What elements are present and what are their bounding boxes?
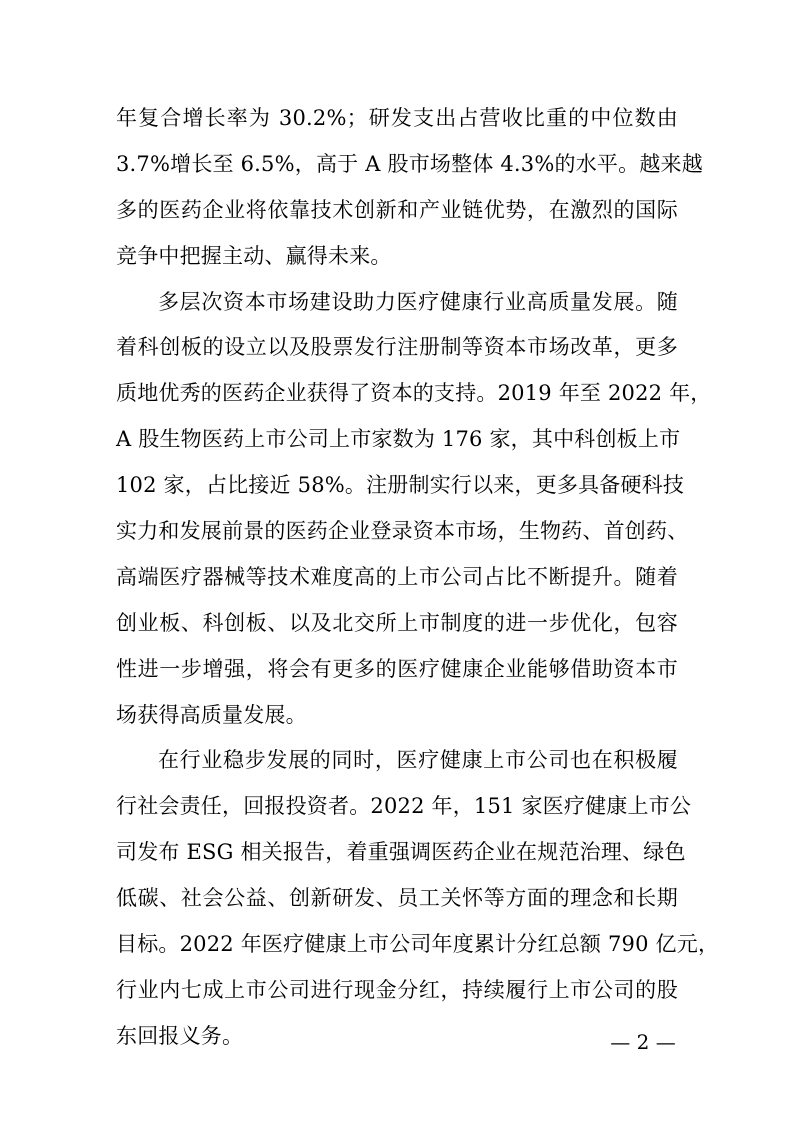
page-number: — 2 —: [610, 1030, 676, 1054]
text-line: 年复合增长率为 30.2%；研发支出占营收比重的中位数由: [116, 106, 678, 130]
text-line: 司发布 ESG 相关报告，着重强调医药企业在规范治理、绿色: [116, 840, 686, 865]
text-line: 实力和发展前景的医药企业登录资本市场，生物药、首创药、: [116, 519, 689, 544]
text-line: 行业内七成上市公司进行现金分红，持续履行上市公司的股: [116, 977, 678, 1002]
text-line: 创业板、科创板、以及北交所上市制度的进一步优化，包容: [116, 610, 678, 635]
body-text: [116, 96, 720, 1060]
text-line: A 股生物医药上市公司上市家数为 176 家，其中科创板上市: [116, 427, 681, 452]
text-line: 低碳、社会公益、创新研发、员工关怀等方面的理念和长期: [116, 886, 678, 911]
text-line: 102 家，占比接近 58%。注册制实行以来，更多具备硬科技: [116, 473, 685, 498]
text-line: 着科创板的设立以及股票发行注册制等资本市场改革，更多: [116, 335, 678, 360]
text-line: 多层次资本市场建设助力医疗健康行业高质量发展。随: [158, 289, 678, 314]
text-line: 性进一步增强，将会有更多的医疗健康企业能够借助资本市: [116, 656, 678, 681]
text-line: 场获得高质量发展。: [116, 702, 307, 727]
text-line: 竞争中把握主动、赢得未来。: [116, 243, 392, 268]
text-line: 质地优秀的医药企业获得了资本的支持。2019 年至 2022 年，: [116, 381, 712, 406]
text-line: 东回报义务。: [116, 1023, 244, 1048]
text-line: 目标。2022 年医疗健康上市公司年度累计分红总额 790 亿元，: [116, 932, 720, 957]
text-line: 行社会责任，回报投资者。2022 年，151 家医疗健康上市公: [116, 794, 692, 819]
text-line: 在行业稳步发展的同时，医疗健康上市公司也在积极履: [158, 748, 678, 773]
text-line: 3.7%增长至 6.5%，高于 A 股市场整体 4.3%的水平。越来越: [116, 151, 703, 176]
text-line: 多的医药企业将依靠技术创新和产业链优势，在激烈的国际: [116, 197, 678, 222]
text-line: 高端医疗器械等技术难度高的上市公司占比不断提升。随着: [116, 564, 678, 589]
